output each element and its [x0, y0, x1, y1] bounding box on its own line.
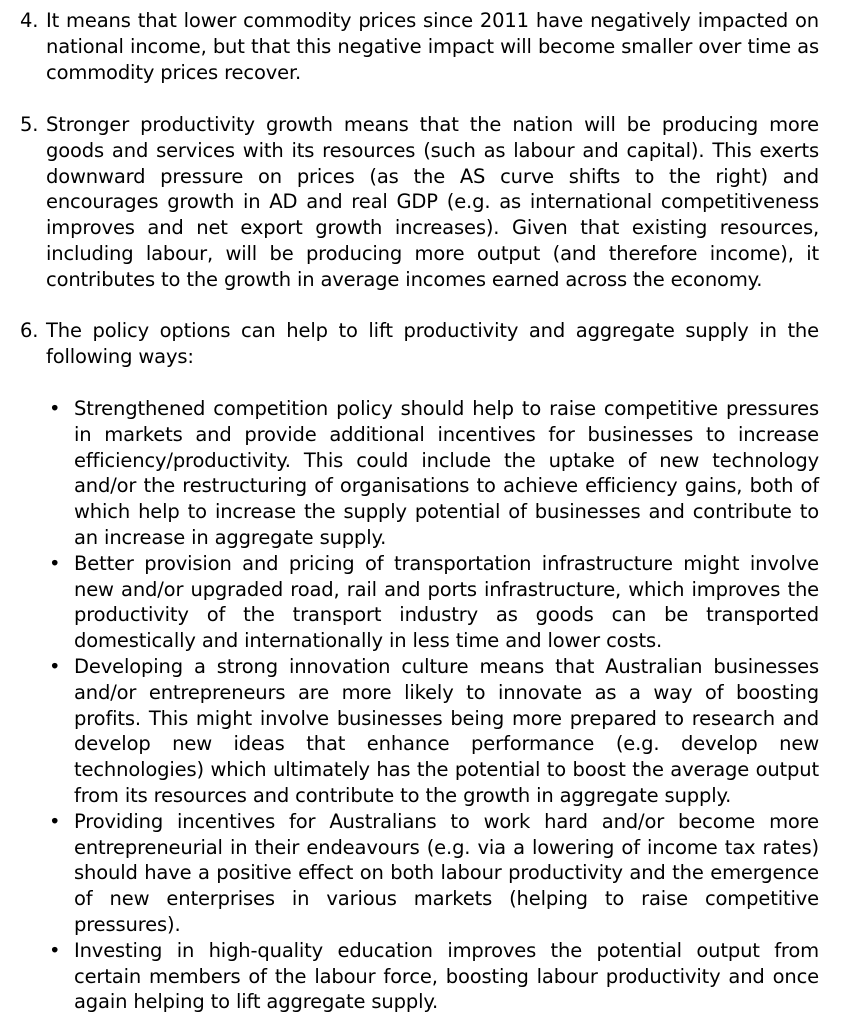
bullet-icon: • [49, 654, 61, 678]
numbered-item-5 [20, 112, 819, 293]
list-item [46, 654, 819, 809]
bullet-icon: • [49, 397, 61, 420]
item-text: It means that lower commodity prices since 2011 have negatively impacted on national income, but that this negative impact will become smaller over time as commodity prices recover. [46, 9, 819, 84]
item-text: The policy options can help to lift productivity and aggregate supply in the following ways: [46, 319, 819, 368]
numbered-item-6 [20, 318, 819, 370]
policy-options-list [46, 396, 819, 1015]
list-item [46, 938, 819, 1015]
list-item-text: Investing in high-quality education improves the potential output from certain members of the labour force, boosting labour productivity and once again helping to lift aggregate supply. [74, 938, 819, 1014]
list-item-text: Providing incentives for Australians to work hard and/or become more entrepreneurial in their endeavours (e.g. via a lowering of income tax rates) should have a positive effect on both labour productivity and the emergence of new enterprises in various markets (helping to raise competitive pressures). [74, 809, 819, 936]
item-number: 5. [20, 113, 39, 136]
item-number: 4. [20, 9, 39, 32]
bullet-icon: • [49, 551, 61, 575]
list-item [46, 809, 819, 938]
numbered-item-4 [20, 8, 819, 85]
list-item-text: Strengthened competition policy should help to raise competitive pressures in markets and provide additional incentives for businesses to increase efficiency/productivity. This could include the uptake of new technology and/or the restructuring of organisations to achieve efficiency gains, both of which help to increase the supply potential of businesses and contribute to an increase in aggregate supply. [74, 397, 819, 549]
bullet-icon: • [49, 809, 61, 833]
item-text: Stronger productivity growth means that the nation will be producing more goods and services with its resources (such as labour and capital). This exerts downward pressure on prices (as the AS curve shifts to the right) and encourages growth in AD and real GDP (e.g. as international competitiveness improves and net export growth increases). Given that existing resources, including labour, will be producing more output (and therefore income), it contributes to the growth in average incomes earned across the economy. [46, 113, 819, 291]
list-item-text: Better provision and pricing of transportation infrastructure might involve new and/or upgraded road, rail and ports infrastructure, which improves the productivity of the transport industry as goods can be transported domestically and internationally in less time and lower costs. [74, 551, 819, 653]
list-item-text: Developing a strong innovation culture means that Australian businesses and/or entrepreneurs are more likely to innovate as a way of boosting profits. This might involve businesses being more prepared to research and develop new ideas that enhance performance (e.g. develop new technologies) which ultimately has the potential to boost the average output from its resources and contribute to the growth in aggregate supply. [74, 654, 819, 807]
bullet-icon: • [49, 938, 61, 962]
item-number: 6. [20, 319, 39, 342]
list-item [46, 551, 819, 654]
list-item [46, 396, 819, 551]
